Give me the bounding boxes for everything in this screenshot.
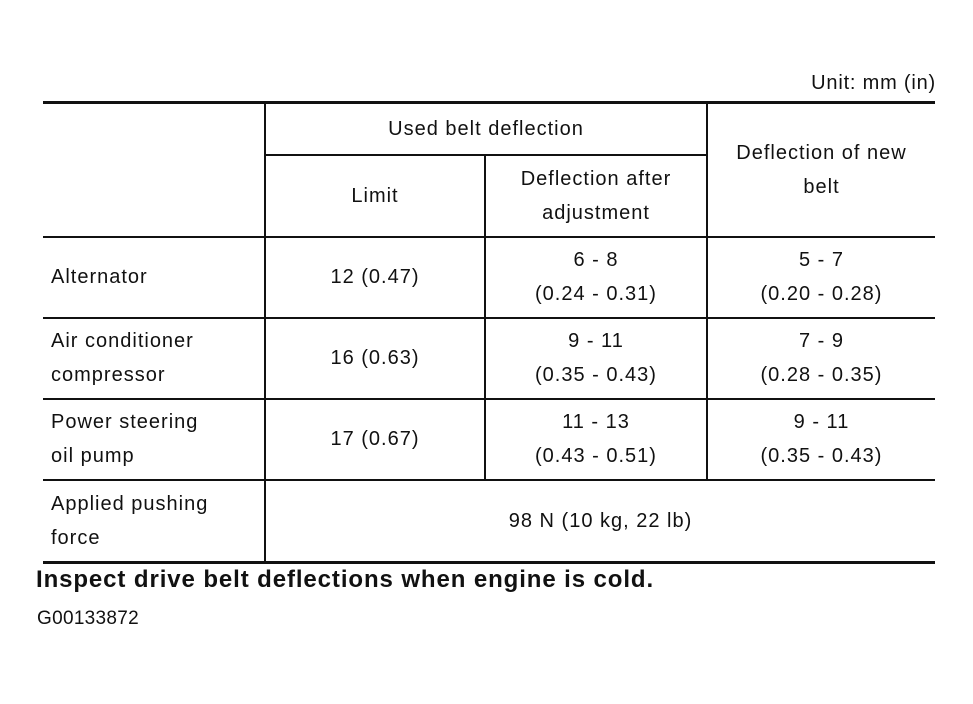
row-label-line-1: Alternator (51, 266, 148, 288)
after-adjustment-inches: (0.35 - 0.43) (535, 364, 657, 386)
unit-label: Unit: mm (in) (811, 72, 936, 94)
row-label-line-2: oil pump (51, 445, 135, 467)
pushing-force-label-line-1: Applied pushing (51, 492, 209, 515)
new-belt-cell (707, 318, 935, 399)
new-belt-inches: (0.20 - 0.28) (760, 283, 883, 305)
after-adjustment-header-line-2: adjustment (542, 201, 650, 224)
limit-cell: 17 (0.67) (265, 399, 485, 480)
new-belt-header-line-2: belt (803, 175, 840, 198)
table-row (43, 399, 935, 480)
row-label-line-1: Air conditioner (51, 330, 194, 352)
after-adjustment-header (485, 155, 707, 237)
pushing-force-value: 98 N (10 kg, 22 lb) (265, 480, 935, 563)
after-adjustment-cell (485, 399, 707, 480)
after-adjustment-inches: (0.43 - 0.51) (535, 445, 657, 467)
new-belt-inches: (0.35 - 0.43) (760, 445, 883, 467)
new-belt-range: 7 - 9 (798, 330, 845, 352)
after-adjustment-header-line-1: Deflection after (520, 167, 672, 190)
pushing-force-row (43, 480, 935, 563)
new-belt-range: 9 - 11 (793, 411, 850, 433)
header-row-1 (43, 103, 935, 155)
new-belt-range: 5 - 7 (798, 249, 845, 271)
row-label (43, 318, 265, 399)
limit-cell: 16 (0.63) (265, 318, 485, 399)
after-adjustment-cell (485, 318, 707, 399)
figure-id: G00133872 (37, 608, 140, 629)
limit-header: Limit (265, 155, 485, 237)
row-label (43, 399, 265, 480)
row-label (43, 237, 265, 318)
pushing-force-label (43, 480, 265, 563)
table-row (43, 237, 935, 318)
after-adjustment-range: 11 - 13 (562, 411, 630, 433)
row-label-line-2: compressor (51, 364, 166, 386)
new-belt-cell (707, 399, 935, 480)
new-belt-inches: (0.28 - 0.35) (760, 364, 883, 386)
new-belt-cell (707, 237, 935, 318)
empty-header-cell (43, 103, 265, 237)
used-belt-deflection-header: Used belt deflection (265, 103, 707, 155)
pushing-force-label-line-2: force (51, 526, 101, 549)
row-label-line-1: Power steering (51, 411, 199, 433)
new-belt-deflection-header (707, 103, 935, 237)
after-adjustment-range: 6 - 8 (573, 249, 619, 271)
table-row (43, 318, 935, 399)
caption: Inspect drive belt deflections when engine is cold. (36, 566, 655, 593)
after-adjustment-range: 9 - 11 (568, 330, 624, 352)
limit-cell: 12 (0.47) (265, 237, 485, 318)
after-adjustment-cell (485, 237, 707, 318)
after-adjustment-inches: (0.24 - 0.31) (535, 283, 657, 305)
new-belt-header-line-1: Deflection of new (736, 141, 907, 164)
belt-deflection-table (43, 101, 935, 564)
